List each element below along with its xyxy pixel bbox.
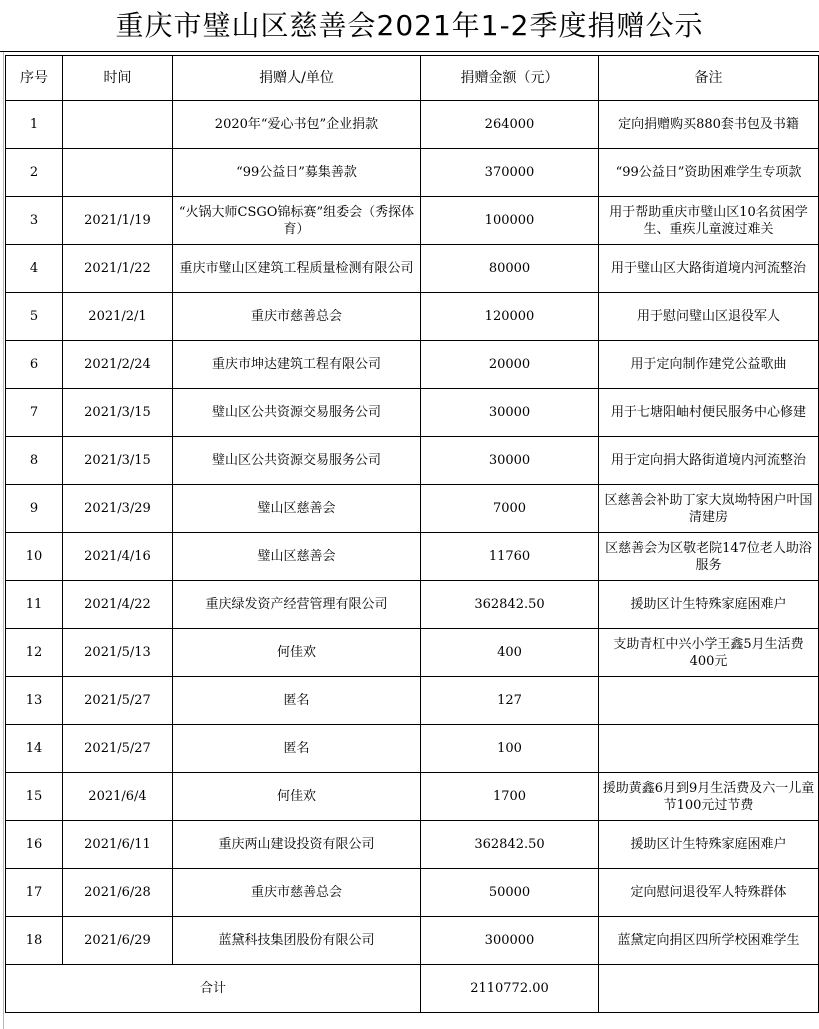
cell-date: 2021/3/29 xyxy=(63,485,173,533)
total-amount: 2110772.00 xyxy=(421,965,599,1013)
cell-note: 用于七塘阳岫村便民服务中心修建 xyxy=(599,389,819,437)
cell-no: 15 xyxy=(6,773,63,821)
cell-donor: 匿名 xyxy=(173,677,421,725)
page-title: 重庆市璧山区慈善会2021年1-2季度捐赠公示 xyxy=(0,0,819,52)
cell-note: 蓝黛定向捐区四所学校困难学生 xyxy=(599,917,819,965)
cell-date xyxy=(63,101,173,149)
cell-amount: 11760 xyxy=(421,533,599,581)
cell-no: 3 xyxy=(6,197,63,245)
cell-donor: 璧山区公共资源交易服务公司 xyxy=(173,389,421,437)
cell-date xyxy=(63,149,173,197)
table-row xyxy=(6,821,819,869)
cell-amount: 30000 xyxy=(421,389,599,437)
table-row xyxy=(6,533,819,581)
cell-donor: “99公益日”募集善款 xyxy=(173,149,421,197)
cell-amount: 20000 xyxy=(421,341,599,389)
cell-date: 2021/4/16 xyxy=(63,533,173,581)
header-date: 时间 xyxy=(63,56,173,101)
table-row xyxy=(6,725,819,773)
cell-amount: 50000 xyxy=(421,869,599,917)
cell-note: 用于慰问璧山区退役军人 xyxy=(599,293,819,341)
table-row xyxy=(6,389,819,437)
cell-no: 7 xyxy=(6,389,63,437)
table-row xyxy=(6,869,819,917)
cell-donor: 重庆绿发资产经营管理有限公司 xyxy=(173,581,421,629)
cell-date: 2021/4/22 xyxy=(63,581,173,629)
cell-date: 2021/6/4 xyxy=(63,773,173,821)
table-row xyxy=(6,245,819,293)
cell-date: 2021/6/11 xyxy=(63,821,173,869)
cell-date: 2021/2/24 xyxy=(63,341,173,389)
cell-donor: 重庆市慈善总会 xyxy=(173,869,421,917)
table-row xyxy=(6,293,819,341)
cell-note: 定向捐赠购买880套书包及书籍 xyxy=(599,101,819,149)
cell-note: 区慈善会为区敬老院147位老人助浴服务 xyxy=(599,533,819,581)
cell-donor: 璧山区公共资源交易服务公司 xyxy=(173,437,421,485)
table-row xyxy=(6,629,819,677)
header-no: 序号 xyxy=(6,56,63,101)
cell-amount: 400 xyxy=(421,629,599,677)
cell-note: 援助区计生特殊家庭困难户 xyxy=(599,581,819,629)
cell-note: 用于定向制作建党公益歌曲 xyxy=(599,341,819,389)
cell-note xyxy=(599,725,819,773)
cell-note xyxy=(599,677,819,725)
header-donor: 捐赠人/单位 xyxy=(173,56,421,101)
sheet-left-edge xyxy=(0,52,4,1029)
cell-amount: 80000 xyxy=(421,245,599,293)
cell-date: 2021/3/15 xyxy=(63,389,173,437)
cell-date: 2021/5/27 xyxy=(63,677,173,725)
total-row xyxy=(6,965,819,1013)
cell-donor: 重庆市坤达建筑工程有限公司 xyxy=(173,341,421,389)
cell-note: 用于璧山区大路街道境内河流整治 xyxy=(599,245,819,293)
cell-donor: 璧山区慈善会 xyxy=(173,485,421,533)
cell-note: 援助区计生特殊家庭困难户 xyxy=(599,821,819,869)
table-row xyxy=(6,437,819,485)
cell-amount: 100 xyxy=(421,725,599,773)
cell-no: 2 xyxy=(6,149,63,197)
cell-amount: 1700 xyxy=(421,773,599,821)
cell-donor: 何佳欢 xyxy=(173,629,421,677)
cell-donor: 璧山区慈善会 xyxy=(173,533,421,581)
cell-date: 2021/1/19 xyxy=(63,197,173,245)
cell-amount: 362842.50 xyxy=(421,581,599,629)
header-amount: 捐赠金额（元） xyxy=(421,56,599,101)
total-label: 合计 xyxy=(6,965,421,1013)
cell-amount: 7000 xyxy=(421,485,599,533)
cell-amount: 264000 xyxy=(421,101,599,149)
cell-note: 援助黄鑫6月到9月生活费及六一儿童节100元过节费 xyxy=(599,773,819,821)
table-header-row xyxy=(6,56,819,101)
cell-donor: 蓝黛科技集团股份有限公司 xyxy=(173,917,421,965)
cell-note: 区慈善会补助丁家大岚坳特困户叶国清建房 xyxy=(599,485,819,533)
cell-amount: 127 xyxy=(421,677,599,725)
cell-date: 2021/1/22 xyxy=(63,245,173,293)
header-note: 备注 xyxy=(599,56,819,101)
cell-no: 14 xyxy=(6,725,63,773)
cell-date: 2021/5/13 xyxy=(63,629,173,677)
cell-date: 2021/3/15 xyxy=(63,437,173,485)
cell-note: 支助青杠中兴小学王鑫5月生活费400元 xyxy=(599,629,819,677)
cell-amount: 100000 xyxy=(421,197,599,245)
cell-no: 11 xyxy=(6,581,63,629)
cell-donor: 重庆两山建设投资有限公司 xyxy=(173,821,421,869)
cell-no: 6 xyxy=(6,341,63,389)
table-row xyxy=(6,773,819,821)
cell-no: 18 xyxy=(6,917,63,965)
cell-donor: 匿名 xyxy=(173,725,421,773)
cell-note: 用于帮助重庆市璧山区10名贫困学生、重疾儿童渡过难关 xyxy=(599,197,819,245)
cell-amount: 362842.50 xyxy=(421,821,599,869)
cell-no: 1 xyxy=(6,101,63,149)
cell-no: 12 xyxy=(6,629,63,677)
cell-amount: 300000 xyxy=(421,917,599,965)
table-row xyxy=(6,917,819,965)
cell-amount: 370000 xyxy=(421,149,599,197)
cell-date: 2021/6/28 xyxy=(63,869,173,917)
cell-date: 2021/5/27 xyxy=(63,725,173,773)
cell-no: 16 xyxy=(6,821,63,869)
table-row xyxy=(6,581,819,629)
cell-note: 用于定向捐大路街道境内河流整治 xyxy=(599,437,819,485)
cell-no: 13 xyxy=(6,677,63,725)
cell-donor: 重庆市璧山区建筑工程质量检测有限公司 xyxy=(173,245,421,293)
cell-donor: “火锅大师CSGO锦标赛”组委会（秀探体育） xyxy=(173,197,421,245)
donation-table xyxy=(5,55,819,1013)
total-note xyxy=(599,965,819,1013)
table-row xyxy=(6,101,819,149)
cell-donor: 2020年“爱心书包”企业捐款 xyxy=(173,101,421,149)
table-row xyxy=(6,485,819,533)
table-row xyxy=(6,149,819,197)
cell-date: 2021/2/1 xyxy=(63,293,173,341)
table-row xyxy=(6,341,819,389)
cell-amount: 30000 xyxy=(421,437,599,485)
cell-date: 2021/6/29 xyxy=(63,917,173,965)
cell-no: 4 xyxy=(6,245,63,293)
cell-amount: 120000 xyxy=(421,293,599,341)
cell-no: 9 xyxy=(6,485,63,533)
table-row xyxy=(6,677,819,725)
cell-no: 8 xyxy=(6,437,63,485)
cell-note: 定向慰问退役军人特殊群体 xyxy=(599,869,819,917)
cell-no: 5 xyxy=(6,293,63,341)
cell-note: “99公益日”资助困难学生专项款 xyxy=(599,149,819,197)
cell-no: 17 xyxy=(6,869,63,917)
cell-donor: 重庆市慈善总会 xyxy=(173,293,421,341)
table-row xyxy=(6,197,819,245)
cell-donor: 何佳欢 xyxy=(173,773,421,821)
cell-no: 10 xyxy=(6,533,63,581)
